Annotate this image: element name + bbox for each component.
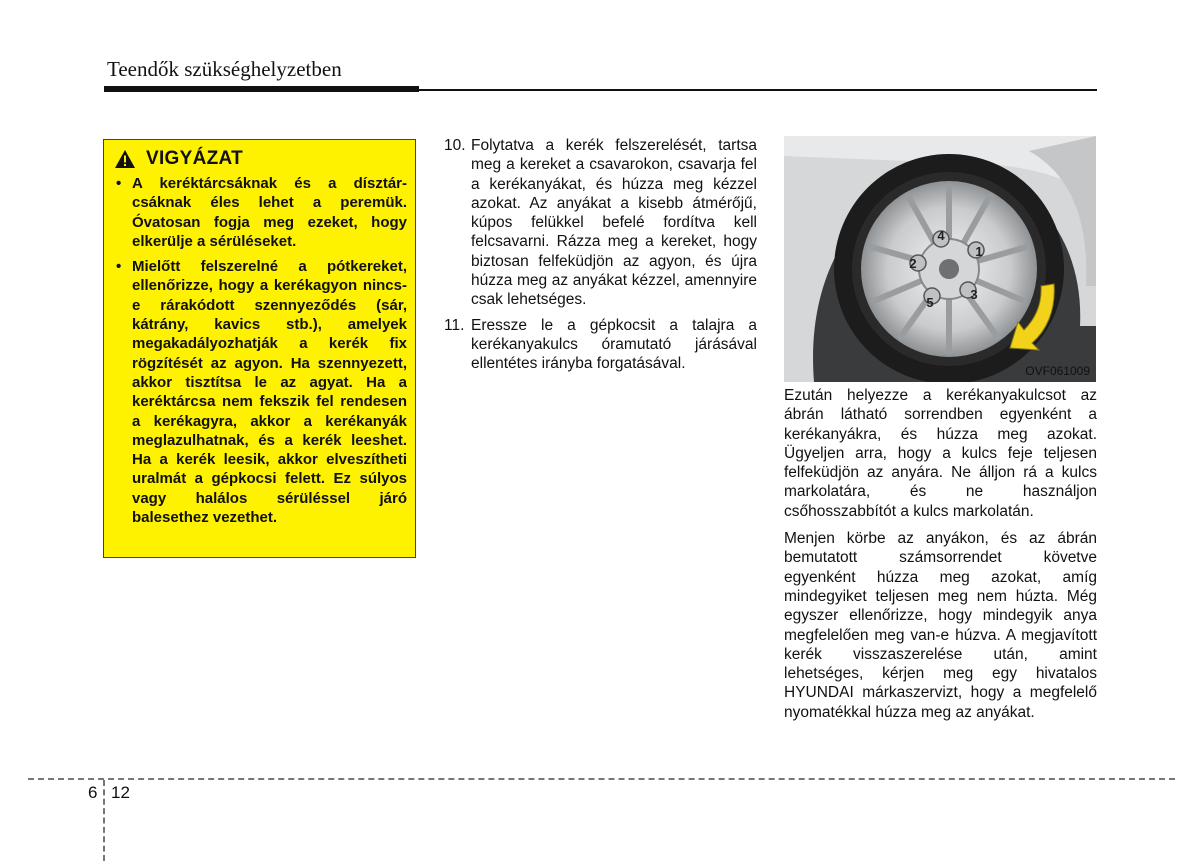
nut-label: 4 — [937, 228, 945, 243]
step-number: 11. — [444, 316, 465, 334]
warning-title: VIGYÁZAT — [146, 148, 244, 169]
right-column-text — [784, 386, 1097, 730]
paragraph: Ezután helyezze a kerékanyakulcsot az ábrán látható sorrendben egyenként a kerékanyákra, és húzza meg azokat. Ügyeljen arra, hogy a kulcs feje teljesen felfeküdjön az anyára. Ne álljon rá a kulcs markolatára, és ne használjon csőhosszabbítót a kulcs markolatán. — [784, 387, 1097, 520]
warning-list — [114, 174, 407, 527]
step-item — [444, 316, 757, 374]
page-number: 12 — [111, 783, 130, 802]
figure-caption: OVF061009 — [1025, 364, 1090, 378]
nut-label: 1 — [975, 244, 983, 259]
nut-label: 5 — [926, 295, 934, 310]
warning-header — [114, 148, 407, 170]
footer-divider — [28, 778, 1175, 780]
nut-label: 2 — [909, 256, 917, 271]
page-header-title: Teendők szükséghelyzetben — [107, 57, 342, 81]
paragraph: Menjen körbe az anyákon, és az ábrán bemutatott számsorrendet követve egyenként húzza meg azokat, amíg mindegyiket teljesen meg nem húzta. Még egyszer ellenőrizze, hogy mindegyik anya megfelelően meg van-e húzva. A megjavított kerék visszaszerelése után, amint lehetséges, kérjen meg egy hivatalos HYUNDAI márkaszervizt, hogy a megfelelő nyomatékkal húzza meg az anyákat. — [784, 530, 1097, 721]
warning-triangle-icon — [114, 149, 136, 169]
wheel-illustration — [784, 136, 1096, 382]
wheel-figure — [784, 136, 1096, 382]
chapter-number: 6 — [88, 783, 98, 802]
warning-box — [103, 139, 416, 558]
warning-item: • A keréktárcsáknak és a dísztár-csáknak éles lehet a peremük. Óvatosan fogja meg ezeket, hogy elkerülje a sérüléseket. — [116, 175, 407, 250]
instruction-steps — [444, 136, 757, 380]
warning-item: • Mielőtt felszerelné a pótkereket, ellenőrizze, hogy a kerékagyon nincs-e rárakódott szennyeződés (sár, kátrány, kavics stb.), amelyek megakadályozhatják a kerék fix rögzítését az agyon. Ha szennyezett, akkor tisztítsa le az agyat. Ha a keréktárcsa nem fekszik fel rendesen a kerékagyra, akkor a kerékanyák meglazulhatnak, és a kerék leeshet. Ha a kerék leesik, akkor elveszítheti uralmát a gépkocsi felett. Ez súlyos vagy halálos sérüléssel járó balesethez vezethet. — [116, 258, 407, 527]
step-text: Eressze le a gépkocsit a talajra a kerékanyakulcs óramutató járásával ellentétes irányba forgatásával. — [471, 316, 757, 373]
step-text: Folytatva a kerék felszerelését, tartsa meg a kereket a csavarokon, csavarja fel a kerékanyákat, és húzza meg kézzel azokat. Az anyákat a kisebb átmérőjű, kúpos felükkel befelé fordítva kell felcsavarni. Rázza meg a kereket, hogy biztosan felfeküdjön az agyon, és újra húzza meg az anyákat kézzel, amennyire csak lehetséges. — [471, 137, 757, 309]
step-number: 10. — [444, 137, 466, 154]
step-item — [444, 136, 757, 310]
footer-vertical-divider — [103, 780, 105, 861]
header-rule-thin — [419, 89, 1097, 91]
nut-label: 3 — [970, 287, 978, 302]
header-rule-thick — [104, 86, 419, 92]
